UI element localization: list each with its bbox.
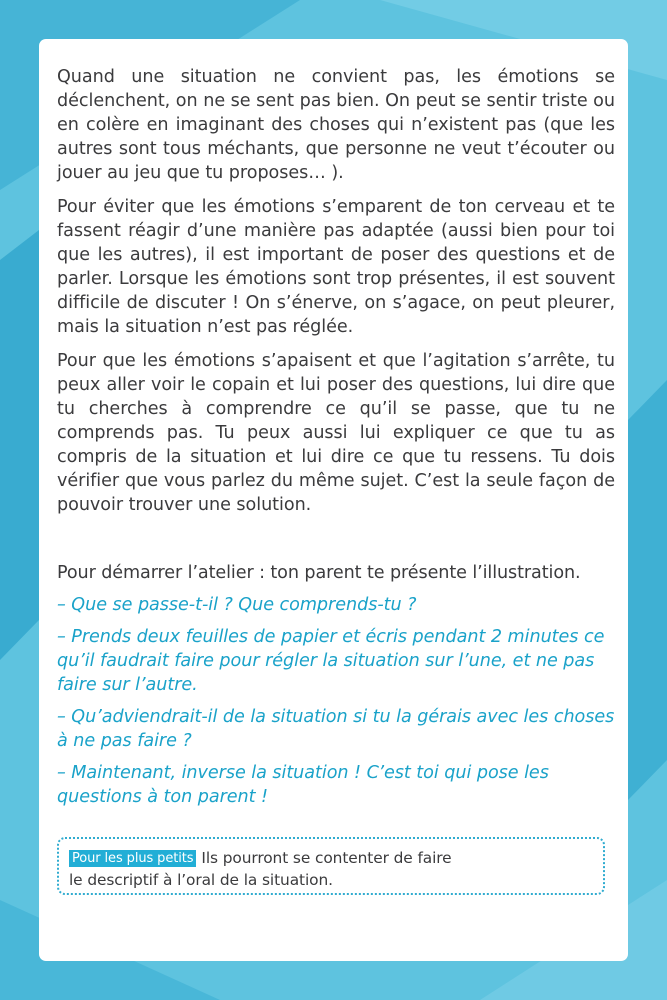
activity-question-4: – Maintenant, inverse la situation ! C’est toi qui pose les questions à ton parent ! (57, 763, 549, 807)
text-content (57, 65, 615, 817)
content-card (39, 39, 628, 961)
paragraph-2: Pour éviter que les émotions s’emparent de ton cerveau et te fassent réagir d’une manière pas adaptée (aussi bien pour toi que les autres), il est important de poser des questions et de parler. Lorsque les émotions sont trop présentes, il est souvent difficile de discuter ! On s’énerve, on s’agace, on peut pleurer, mais la situation n’est pas réglée. (57, 197, 615, 337)
tip-badge: Pour les plus petits (69, 850, 196, 867)
activity-intro: Pour démarrer l’atelier : ton parent te présente l’illustration. (57, 563, 581, 583)
tip-line-2: le descriptif à l’oral de la situation. (69, 871, 333, 889)
tip-text (69, 847, 452, 891)
paragraph-1: Quand une situation ne convient pas, les émotions se déclenchent, on ne se sent pas bien. On peut se sentir triste ou en colère en imaginant des choses qui n’existent pas (que les autres sont tous méchants, que personne ne veut t’écouter ou jouer au jeu que tu proposes… ). (57, 67, 615, 183)
activity-question-2: – Prends deux feuilles de papier et écris pendant 2 minutes ce qu’il faudrait faire pour régler la situation sur l’une, et ne pas faire sur l’autre. (57, 627, 605, 695)
tip-box (57, 837, 605, 895)
activity-question-3: – Qu’adviendrait-il de la situation si tu la gérais avec les choses à ne pas faire ? (57, 707, 615, 751)
activity-question-1: – Que se passe-t-il ? Que comprends-tu ? (57, 595, 417, 615)
tip-line-1: Ils pourront se contenter de faire (201, 849, 452, 867)
paragraph-3: Pour que les émotions s’apaisent et que l’agitation s’arrête, tu peux aller voir le copain et lui poser des questions, lui dire que tu cherches à comprendre ce qu’il se passe, que tu ne comprends pas. Tu peux aussi lui expliquer ce que tu as compris de la situation et lui dire ce que tu ressens. Tu dois vérifier que vous parlez du même sujet. C’est la seule façon de pouvoir trouver une solution. (57, 351, 615, 515)
